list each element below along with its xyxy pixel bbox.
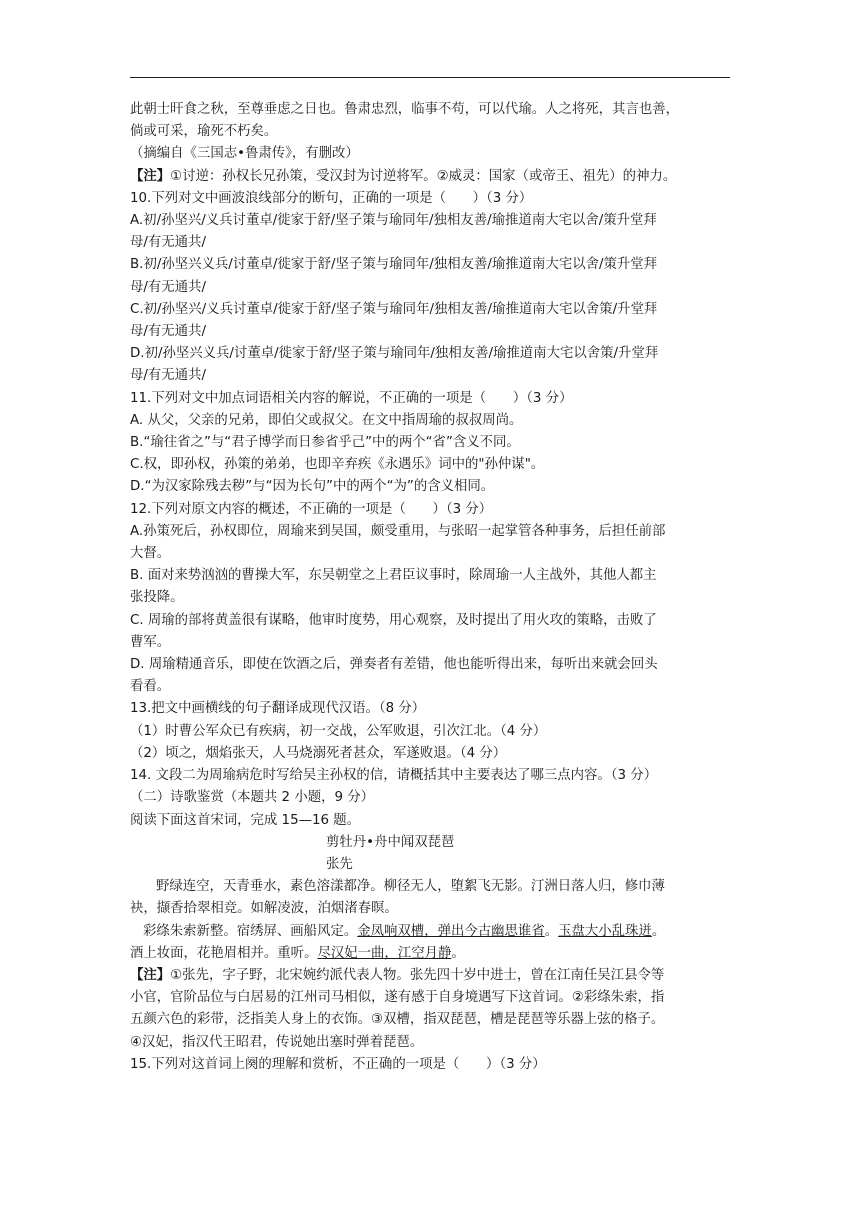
question-15-stem: 15.下列对这首词上阕的理解和赏析，不正确的一项是（ ）（3 分） — [130, 1056, 546, 1072]
poem-text: 酒上妆面，花艳眉相并。重听。 — [130, 945, 318, 961]
poem-text: 。 — [651, 923, 666, 939]
source-citation: （摘编自《三国志•鲁肃传》，有删改） — [130, 146, 359, 162]
annotation-line: 五颜六色的彩带，泛指美人身上的衣饰。③双槽，指双琵琶，槽是琵琶等乐器上弦的格子。 — [130, 1012, 665, 1028]
section-heading: （二）诗歌鉴赏（本题共 2 小题，9 分） — [130, 790, 375, 806]
poem-text: 彩绦朱索新整。宿绣屏、画船风定。 — [143, 923, 358, 939]
poem-text: 。 — [451, 945, 465, 961]
q10-option-d-cont: 母/有无通共/ — [130, 368, 206, 384]
question-14-stem: 14. 文段二为周瑜病危时写给吴主孙权的信，请概括其中主要表达了哪三点内容。（3 分） — [130, 768, 658, 784]
q10-option-b: B.初/孙坚兴义兵/讨董卓/徙家于舒/坚子策与瑜同年/独相友善/瑜推道南大宅以舍/策升堂拜 — [130, 257, 658, 273]
q10-option-d: D.初/孙坚兴义兵/讨董卓/徙家于舒/坚子策与瑜同年/独相友善/瑜推道南大宅以舍策/升堂拜 — [130, 346, 659, 362]
q12-option-b-cont: 张投降。 — [130, 590, 184, 606]
note-tag: 【注】 — [130, 967, 171, 983]
q11-option-b: B.“瑜往省之”与“君子博学而日参省乎己”中的两个“省”含义不同。 — [130, 435, 520, 451]
q12-option-c: C. 周瑜的部将黄盖很有谋略，他审时度势，用心观察，及时提出了用火攻的策略，击败了 — [130, 612, 657, 628]
poem-line — [130, 943, 730, 965]
q12-option-a: A.孙策死后，孙权即位，周瑜来到吴国，颇受重用，与张昭一起掌管各种事务，后担任前部 — [130, 523, 666, 539]
q10-option-c-cont: 母/有无通共/ — [130, 324, 206, 340]
q13-item-1: （1）时曹公军众已有疾病，初一交战，公军败退，引次江北。（4 分） — [130, 723, 547, 739]
annotation-note — [130, 965, 730, 987]
header-rule — [130, 77, 730, 78]
annotation-line: ④汉妃，指汉代王昭君，传说她出塞时弹着琵琶。 — [130, 1034, 424, 1050]
poem-title: 剪牡丹•舟中闻双琵琶 — [326, 834, 455, 850]
note-text: ①讨逆：孙权长兄孙策，受汉封为讨逆将军。②威灵：国家（或帝王、祖先）的神力。 — [170, 168, 677, 184]
q11-option-d: D.“为汉家除残去秽”与“因为长句”中的两个“为”的含义相同。 — [130, 479, 495, 495]
annotation-line: 小官，官阶品位与白居易的江州司马相似，遂有感于自身境遇写下这首词。②彩绦朱索，指 — [130, 990, 665, 1006]
q10-option-a-cont: 母/有无通共/ — [130, 235, 206, 251]
q13-item-2: （2）顷之，烟焰张天，人马烧溺死者甚众，军遂败退。（4 分） — [130, 745, 507, 761]
underlined-sentence: 尽汉妃一曲，江空月静 — [317, 945, 452, 961]
underlined-sentence: 玉盘大小乱珠迸 — [558, 923, 652, 939]
poem-author: 张先 — [326, 856, 353, 872]
document-body — [130, 99, 730, 1076]
q12-option-b: B. 面对来势汹汹的曹操大军，东吴朝堂之上君臣议事时，除周瑜一人主战外，其他人都主 — [130, 568, 657, 584]
passage-line: 此朝士旰食之秋，至尊垂虑之日也。鲁肃忠烈，临事不苟，可以代瑜。人之将死，其言也善， — [130, 102, 680, 117]
poem-text: 。 — [544, 923, 559, 939]
q10-option-b-cont: 母/有无通共/ — [130, 279, 206, 295]
question-13-stem: 13.把文中画横线的句子翻译成现代汉语。（8 分） — [130, 701, 426, 717]
annotation-note — [130, 166, 730, 188]
note-text: ①张先，字子野，北宋婉约派代表人物。张先四十岁中进士，曾在江南任吴江县令等 — [170, 967, 665, 983]
q12-option-a-cont: 大督。 — [130, 546, 171, 562]
poem-line: 袂，撷香拾翠相竞。如解凌波，泊烟渚春暝。 — [130, 901, 398, 917]
note-tag: 【注】 — [130, 168, 171, 184]
q10-option-c: C.初/孙坚兴/义兵讨董卓/徙家于舒/坚子策与瑜同年/独相友善/瑜推道南大宅以舍策/升堂拜 — [130, 301, 658, 317]
underlined-sentence: 金凤响双槽，弹出今古幽思谁省 — [357, 923, 545, 939]
section-intro: 阅读下面这首宋词，完成 15—16 题。 — [130, 812, 361, 828]
question-10-stem: 10.下列对文中画波浪线部分的断句，正确的一项是（ ）（3 分） — [130, 190, 533, 206]
q10-option-a: A.初/孙坚兴/义兵讨董卓/徙家于舒/坚子策与瑜同年/独相友善/瑜推道南大宅以舍/策升堂拜 — [130, 213, 657, 229]
q12-option-d: D. 周瑜精通音乐，即使在饮酒之后，弹奏者有差错，他也能听得出来，每听出来就会回头 — [130, 657, 658, 673]
q11-option-c: C.权，即孙权，孙策的弟弟，也即辛弃疾《永遇乐》词中的"孙仲谋"。 — [130, 457, 545, 473]
question-12-stem: 12.下列对原文内容的概述，不正确的一项是（ ）（3 分） — [130, 501, 493, 517]
passage-line: 倘或可采，瑜死不朽矣。 — [130, 124, 278, 140]
q12-option-d-cont: 看看。 — [130, 679, 171, 695]
q11-option-a: A. 从父，父亲的兄弟，即伯父或叔父。在文中指周瑜的叔叔周尚。 — [130, 412, 523, 428]
q12-option-c-cont: 曹军。 — [130, 634, 171, 650]
poem-line — [130, 921, 730, 943]
poem-line: 野绿连空，天青垂水，素色溶漾都净。柳径无人，堕絮飞无影。汀洲日落人归，修巾薄 — [156, 879, 665, 895]
question-11-stem: 11.下列对文中加点词语相关内容的解说，不正确的一项是（ ）（3 分） — [130, 390, 573, 406]
